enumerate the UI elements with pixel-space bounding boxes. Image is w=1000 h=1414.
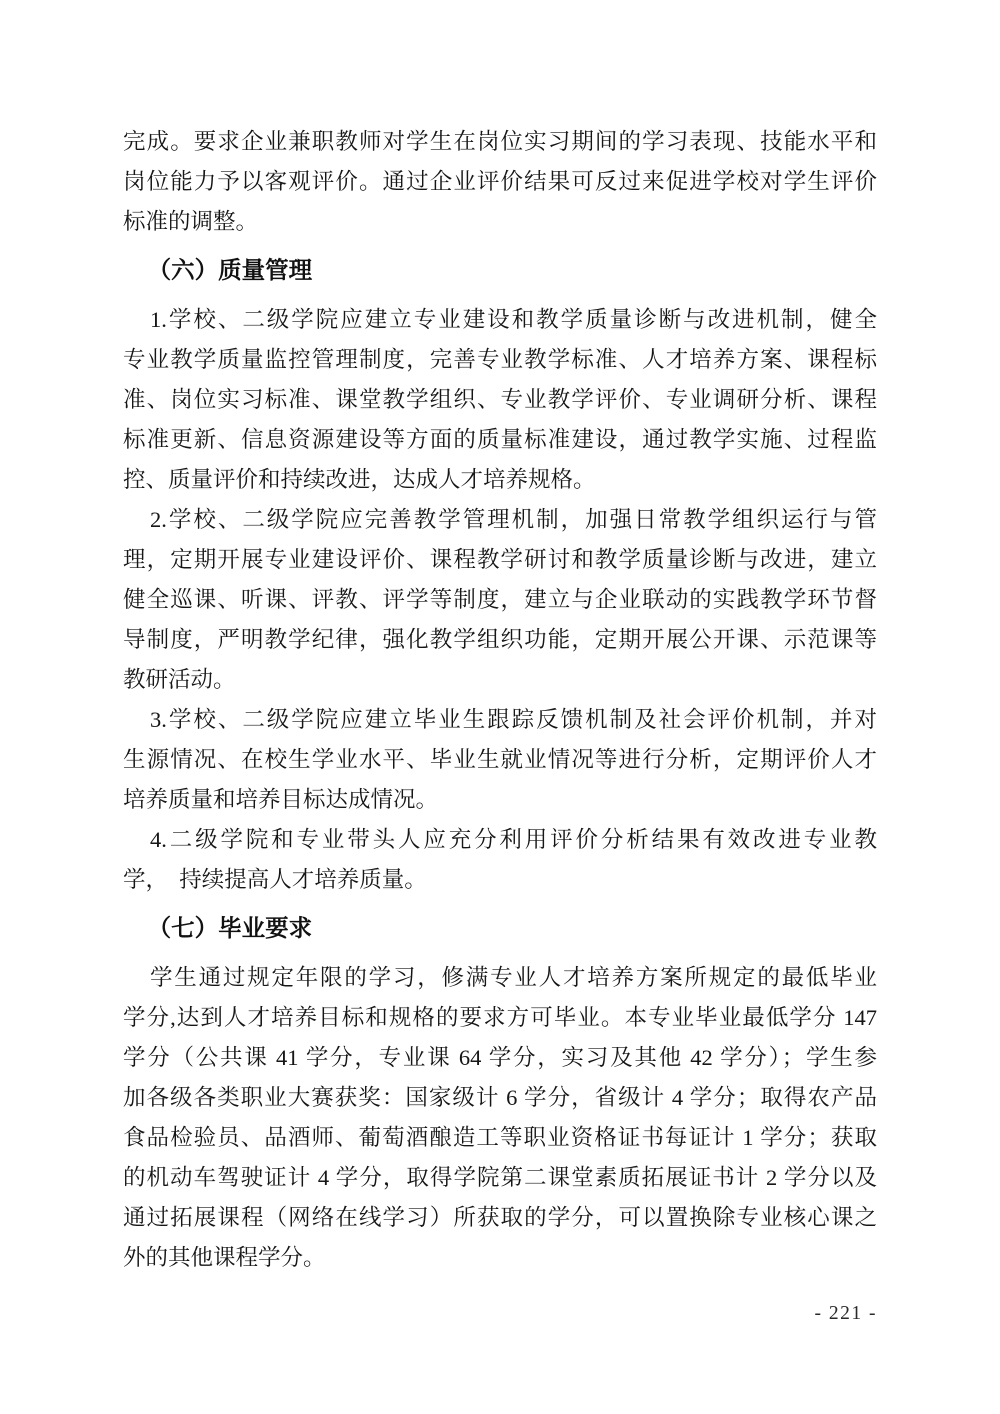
page-number: - 221 - — [814, 1303, 877, 1324]
text-line: 控、质量评价和持续改进，达成人才培养规格。 — [123, 467, 596, 492]
text-line: 4.二级学院和专业带头人应充分利用评价分析结果有效改进专业教 — [150, 827, 877, 852]
text-line: 教研活动。 — [123, 667, 236, 692]
text-line: 外的其他课程学分。 — [123, 1245, 326, 1270]
text-line: 导制度，严明教学纪律，强化教学组织功能，定期开展公开课、示范课等 — [123, 627, 877, 652]
paragraph — [123, 820, 877, 900]
paragraph — [123, 300, 877, 500]
text-line: 理，定期开展专业建设评价、课程教学研讨和教学质量诊断与改进，建立 — [123, 547, 877, 572]
text-line: 的机动车驾驶证计 4 学分，取得学院第二课堂素质拓展证书计 2 学分以及 — [123, 1165, 877, 1190]
text-line: 学生通过规定年限的学习，修满专业人才培养方案所规定的最低毕业 — [150, 965, 877, 990]
document-body — [123, 122, 877, 1278]
text-line: 准、岗位实习标准、课堂教学组织、专业教学评价、专业调研分析、课程 — [123, 387, 877, 412]
text-line: 健全巡课、听课、评教、评学等制度，建立与企业联动的实践教学环节督 — [123, 587, 877, 612]
text-line: 加各级各类职业大赛获奖：国家级计 6 学分，省级计 4 学分；取得农产品 — [123, 1085, 877, 1110]
text-line: 专业教学质量监控管理制度，完善专业教学标准、人才培养方案、课程标 — [123, 347, 877, 372]
section-heading: （七）毕业要求 — [147, 916, 313, 942]
text-line: 食品检验员、品酒师、葡萄酒酿造工等职业资格证书每证计 1 学分；获取 — [123, 1125, 877, 1150]
section-heading: （六）质量管理 — [147, 258, 313, 284]
text-line: 培养质量和培养目标达成情况。 — [123, 787, 439, 812]
paragraph — [123, 700, 877, 820]
text-line: 1.学校、二级学院应建立专业建设和教学质量诊断与改进机制，健全 — [150, 307, 877, 332]
text-line: 标准更新、信息资源建设等方面的质量标准建设，通过教学实施、过程监 — [123, 427, 877, 452]
paragraph — [123, 122, 877, 242]
text-line: 完成。要求企业兼职教师对学生在岗位实习期间的学习表现、技能水平和 — [123, 129, 877, 154]
text-line: 生源情况、在校生学业水平、毕业生就业情况等进行分析，定期评价人才 — [123, 747, 877, 772]
text-line: 3.学校、二级学院应建立毕业生跟踪反馈机制及社会评价机制，并对 — [150, 707, 877, 732]
text-line: 通过拓展课程（网络在线学习）所获取的学分，可以置换除专业核心课之 — [123, 1205, 877, 1230]
text-line: 2.学校、二级学院应完善教学管理机制，加强日常教学组织运行与管 — [150, 507, 877, 532]
text-line: 岗位能力予以客观评价。通过企业评价结果可反过来促进学校对学生评价 — [123, 169, 877, 194]
paragraph — [123, 958, 877, 1278]
text-line: 学， 持续提高人才培养质量。 — [123, 867, 427, 892]
text-line: 学分（公共课 41 学分，专业课 64 学分，实习及其他 42 学分）；学生参 — [123, 1045, 877, 1070]
paragraph — [123, 500, 877, 700]
text-line: 标准的调整。 — [123, 209, 259, 234]
text-line: 学分,达到人才培养目标和规格的要求方可毕业。本专业毕业最低学分 147 — [123, 1005, 877, 1030]
